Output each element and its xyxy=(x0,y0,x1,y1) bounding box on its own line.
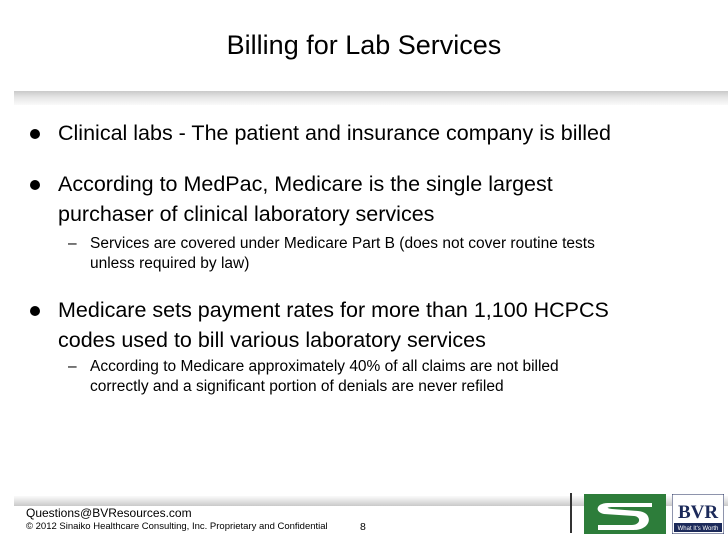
dash-marker: – xyxy=(68,235,77,252)
sinaiko-logo-icon xyxy=(584,494,666,534)
bullet-line: purchaser of clinical laboratory services xyxy=(58,202,435,226)
page-number: 8 xyxy=(360,521,366,533)
bullet-dot-icon xyxy=(30,180,40,190)
bullet-item xyxy=(58,118,708,148)
bvr-logo-tagline: What It's Worth xyxy=(677,526,719,532)
slide-title: Billing for Lab Services xyxy=(226,30,502,60)
bullet-item xyxy=(58,169,708,229)
sub-bullet-item xyxy=(68,357,700,396)
bullet-dot-icon xyxy=(30,306,40,316)
bullet-line: codes used to bill various laboratory services xyxy=(58,328,486,352)
sub-bullet-item xyxy=(68,234,700,273)
bvr-logo-text: BVR xyxy=(677,502,719,523)
bullet-line: According to MedPac, Medicare is the single largest xyxy=(58,172,553,196)
footer-copyright: © 2012 Sinaiko Healthcare Consulting, Inc. Proprietary and Confidential xyxy=(26,521,328,532)
sub-bullet-line: correctly and a significant portion of denials are never refiled xyxy=(90,377,504,395)
bullet-dot-icon xyxy=(30,129,40,139)
title-divider xyxy=(14,91,728,105)
sub-bullet-line: According to Medicare approximately 40% of all claims are not billed xyxy=(90,358,559,375)
sub-bullet-line: unless required by law) xyxy=(90,254,250,272)
sub-bullet-line: Services are covered under Medicare Part B (does not cover routine tests xyxy=(90,235,595,252)
bvr-logo-icon xyxy=(672,494,724,534)
footer-email: Questions@BVResources.com xyxy=(26,506,192,520)
bullet-item xyxy=(58,295,708,355)
dash-marker: – xyxy=(68,358,77,375)
bullet-text: Clinical labs - The patient and insurance company is billed xyxy=(58,121,611,145)
logo-separator xyxy=(570,493,572,533)
bullet-line: Medicare sets payment rates for more than 1,100 HCPCS xyxy=(58,298,609,322)
